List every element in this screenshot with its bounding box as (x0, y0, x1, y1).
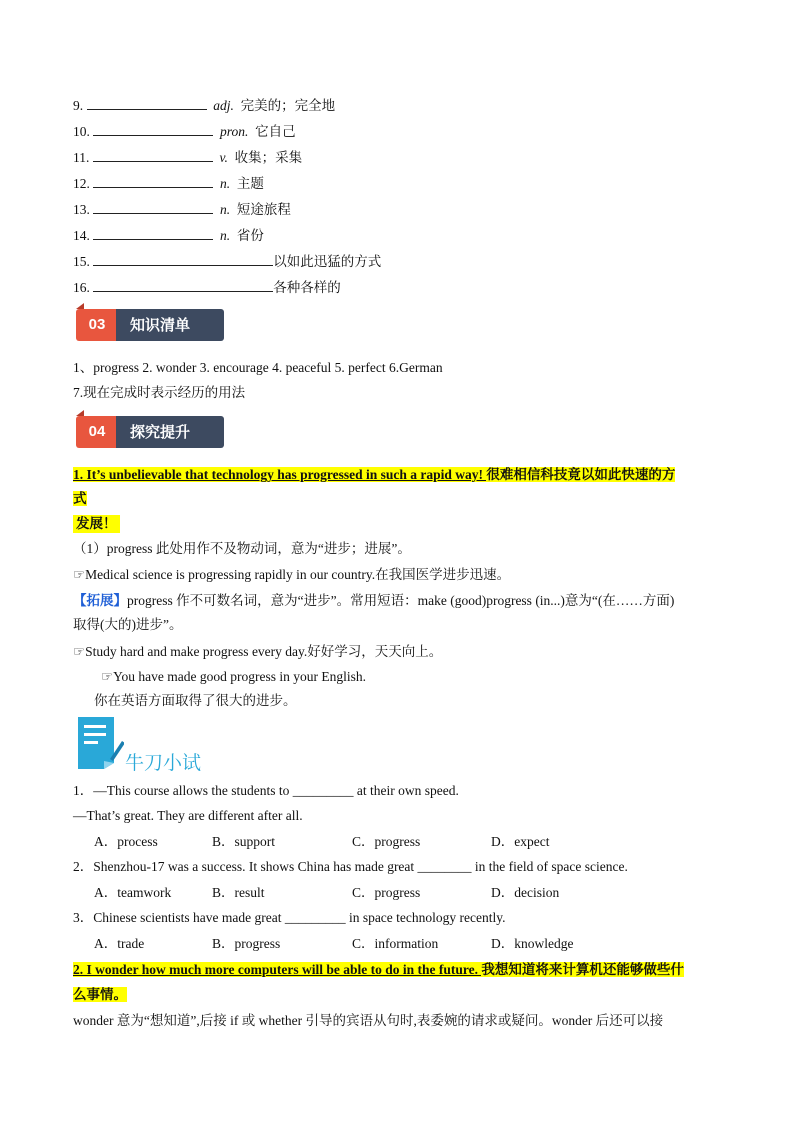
quiz-2-option-d[interactable]: D．decision (491, 885, 560, 900)
answer-list-line-2: 7.现在完成时表示经历的用法 (73, 385, 246, 400)
answer-blank[interactable] (93, 148, 213, 162)
extend-tag: 【拓展】 (73, 593, 127, 608)
answer-blank[interactable] (93, 200, 213, 214)
section-banner-03 (76, 306, 226, 344)
quiz-3-option-b[interactable]: B．progress (212, 936, 281, 951)
section-title: 探究提升 (116, 416, 224, 448)
section-banner-04 (76, 413, 226, 451)
phrase-item-15: 15. 以如此迅猛的方式 (73, 254, 382, 269)
answer-blank[interactable] (87, 96, 207, 110)
extend-line-1: 【拓展】progress 作不可数名词，意为“进步”。常用短语：make (good)progress (in...)意为“(在……方面) (73, 593, 675, 608)
key-sentence-1-cont: 式 (73, 491, 87, 506)
answer-blank[interactable] (93, 226, 213, 240)
quiz-2-option-b[interactable]: B．result (212, 885, 265, 900)
example-1: ☞Medical science is progressing rapidly in our country.在我国医学进步迅速。 (73, 567, 511, 582)
quiz-question-1: 1．—This course allows the students to _________ at their own speed. (73, 783, 459, 798)
key-sentence-2-cont: 么事情。 (73, 987, 127, 1002)
vocab-item-11: 11. v. 收集；采集 (73, 150, 303, 165)
key-sentence-2: 2. I wonder how much more computers will be able to do in the future. 我想知道将来计算机还能够做些什 (73, 962, 684, 977)
quiz-question-2: 2．Shenzhou-17 was a success. It shows China has made great ________ in the field of space science. (73, 859, 628, 874)
section-title: 知识清单 (116, 309, 224, 341)
note-pencil-icon (74, 713, 124, 771)
quiz-title: 牛刀小试 (125, 752, 202, 774)
quiz-2-option-a[interactable]: A．teamwork (94, 885, 172, 900)
answer-blank[interactable] (93, 122, 213, 136)
example-3-translation: 你在英语方面取得了很大的进步。 (94, 693, 297, 708)
example-2: ☞Study hard and make progress every day.好好学习，天天向上。 (73, 644, 443, 659)
quiz-3-option-a[interactable]: A．trade (94, 936, 145, 951)
answer-blank[interactable] (93, 252, 273, 266)
section-number: 03 (76, 309, 118, 341)
answer-blank[interactable] (93, 174, 213, 188)
section-number: 04 (76, 416, 118, 448)
quiz-2-option-c[interactable]: C．progress (352, 885, 421, 900)
quiz-1-option-a[interactable]: A．process (94, 834, 158, 849)
quiz-3-option-d[interactable]: D．knowledge (491, 936, 574, 951)
quiz-question-1-reply: —That’s great. They are different after all. (73, 808, 303, 823)
quiz-question-3: 3．Chinese scientists have made great _________ in space technology recently. (73, 910, 506, 925)
extend-line-2: 取得(大的)进步”。 (73, 617, 183, 632)
quiz-1-option-d[interactable]: D．expect (491, 834, 550, 849)
vocab-item-12: 12. n. 主题 (73, 176, 264, 191)
phrase-item-16: 16. 各种各样的 (73, 280, 341, 295)
quiz-1-option-c[interactable]: C．progress (352, 834, 421, 849)
vocab-item-9: 9. adj. 完美的；完全地 (73, 98, 336, 113)
quiz-3-option-c[interactable]: C．information (352, 936, 439, 951)
answer-list-line-1: 1、progress 2. wonder 3. encourage 4. peaceful 5. perfect 6.German (73, 360, 443, 375)
answer-blank[interactable] (93, 278, 273, 292)
develop-label: 发展！ (73, 515, 120, 533)
vocab-item-13: 13. n. 短途旅程 (73, 202, 291, 217)
explanation-1: （1）progress 此处用作不及物动词，意为“进步；进展”。 (73, 541, 411, 556)
vocab-item-10: 10. pron. 它自己 (73, 124, 296, 139)
quiz-1-option-b[interactable]: B．support (212, 834, 276, 849)
example-3: ☞You have made good progress in your English. (101, 669, 366, 684)
vocab-item-14: 14. n. 省份 (73, 228, 264, 243)
key-sentence-1: 1. It’s unbelievable that technology has progressed in such a rapid way! 很难相信科技竟以如此快速的方 (73, 467, 676, 482)
wonder-explanation: wonder 意为“想知道”,后接 if 或 whether 引导的宾语从句时,表委婉的请求或疑问。wonder 后还可以接 (73, 1013, 664, 1028)
